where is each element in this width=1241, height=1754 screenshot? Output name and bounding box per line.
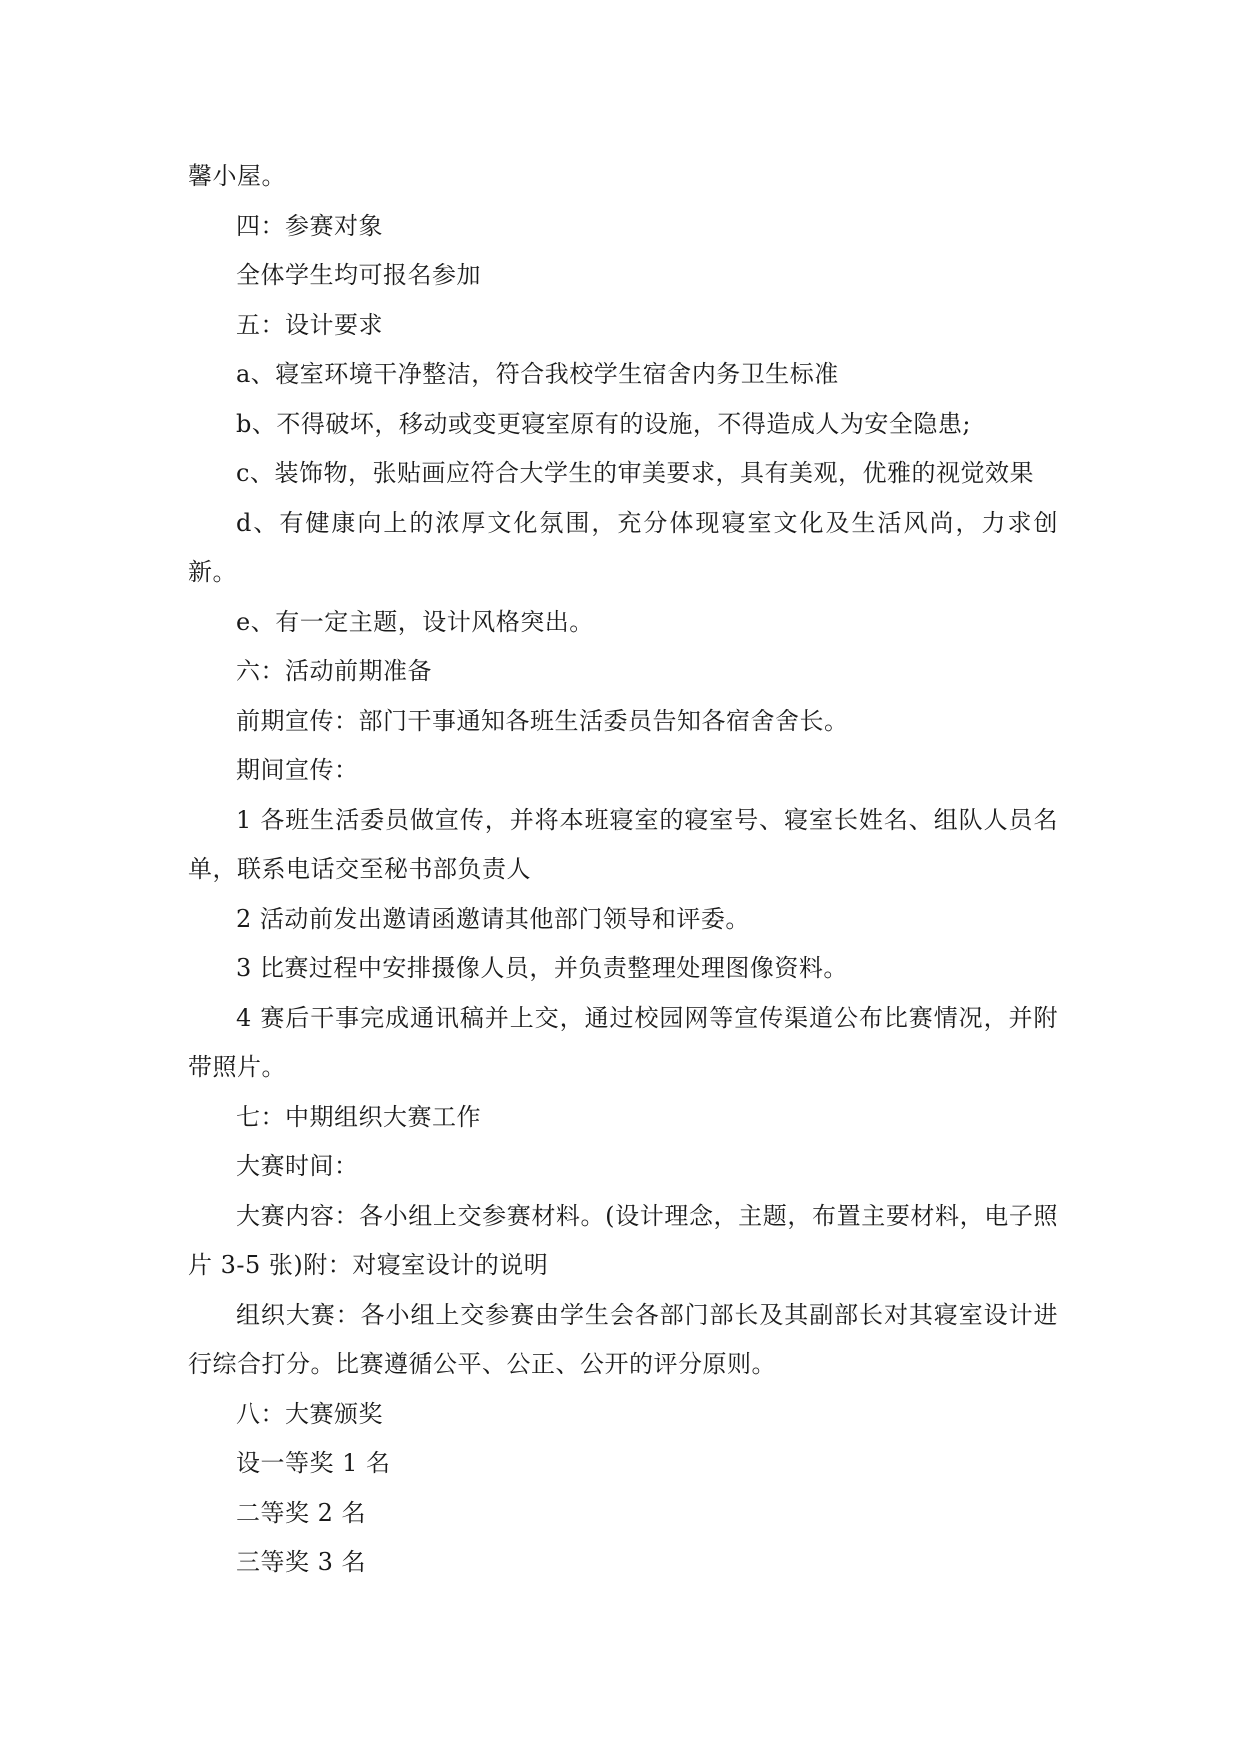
award-item: 二等奖 2 名 xyxy=(236,1498,367,1527)
award-item: 三等奖 3 名 xyxy=(236,1548,367,1576)
paragraph: 期间宣传： xyxy=(236,756,359,784)
list-item: 2 活动前发出邀请函邀请其他部门领导和评委。 xyxy=(236,904,750,933)
section-heading-preparation: 六：活动前期准备 xyxy=(236,657,432,685)
paragraph: 前期宣传：部门干事通知各班生活委员告知各宿舍舍长。 xyxy=(236,706,849,735)
list-item: 1 各班生活委员做宣传，并将本班寝室的寝室号、寝室长姓名、组队人员名单，联系电话交至秘书部负责人 xyxy=(188,805,1058,883)
paragraph: 全体学生均可报名参加 xyxy=(236,261,481,289)
list-item: e、有一定主题，设计风格突出。 xyxy=(236,607,594,636)
list-item: 3 比赛过程中安排摄像人员，并负责整理处理图像资料。 xyxy=(236,954,848,982)
paragraph: 大赛时间： xyxy=(236,1152,359,1180)
section-heading-organization: 七：中期组织大赛工作 xyxy=(236,1102,481,1131)
list-item: 4 赛后干事完成通讯稿并上交，通过校园网等宣传渠道公布比赛情况，并附带照片。 xyxy=(188,1003,1058,1081)
paragraph-continuation: 馨小屋。 xyxy=(188,162,286,190)
section-heading-participants: 四：参赛对象 xyxy=(236,211,383,240)
paragraph: 组织大赛：各小组上交参赛由学生会各部门部长及其副部长对其寝室设计进行综合打分。比赛遵循公平、公正、公开的评分原则。 xyxy=(188,1300,1058,1378)
list-item: b、不得破坏，移动或变更寝室原有的设施，不得造成人为安全隐患; xyxy=(236,409,971,438)
section-heading-awards: 八：大赛颁奖 xyxy=(236,1399,383,1428)
award-item: 设一等奖 1 名 xyxy=(236,1449,391,1477)
document-page xyxy=(188,152,1058,1588)
list-item: a、寝室环境干净整洁，符合我校学生宿舍内务卫生标准 xyxy=(236,360,839,388)
list-item: d、有健康向上的浓厚文化氛围，充分体现寝室文化及生活风尚，力求创新。 xyxy=(188,508,1058,586)
list-item: c、装饰物，张贴画应符合大学生的审美要求，具有美观，优雅的视觉效果 xyxy=(236,459,1034,487)
section-heading-design-requirements: 五：设计要求 xyxy=(236,310,383,339)
paragraph: 大赛内容：各小组上交参赛材料。(设计理念，主题，布置主要材料，电子照片 3-5 张)附：对寝室设计的说明 xyxy=(188,1201,1058,1279)
